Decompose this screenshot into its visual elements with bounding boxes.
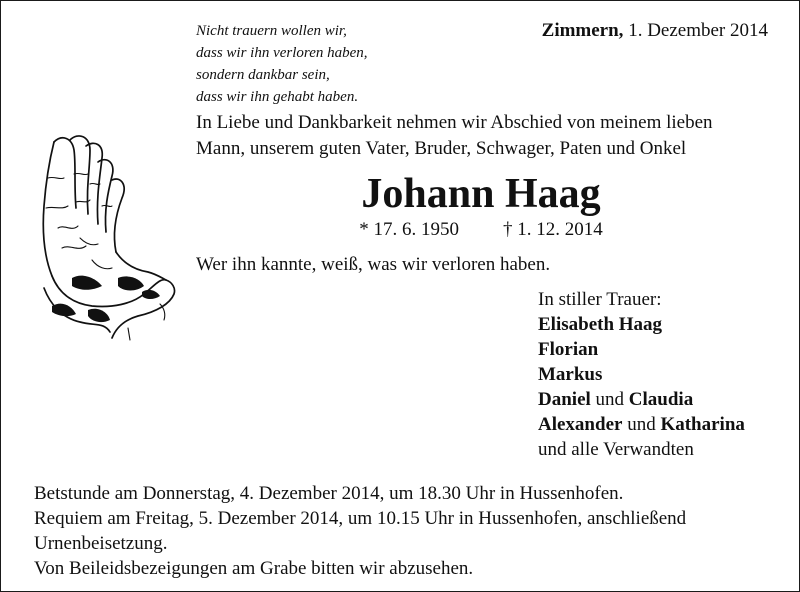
deceased-name: Johann Haag — [361, 171, 601, 217]
death-date: † 1. 12. 2014 — [503, 219, 603, 240]
memorial-quote: Wer ihn kannte, weiß, was wir verloren haben. — [196, 254, 551, 275]
intro-line: Mann, unserem guten Vater, Bruder, Schwager, Paten und Onkel — [196, 138, 687, 159]
birth-date: * 17. 6. 1950 — [359, 219, 459, 240]
mourner-couple — [538, 412, 745, 437]
mourner-name: Markus — [538, 364, 603, 385]
relatives-line: und alle Verwandten — [538, 439, 694, 460]
conjunction: und — [627, 414, 656, 435]
life-dates — [196, 219, 766, 241]
service-line: Requiem am Freitag, 5. Dezember 2014, um 10.15 Uhr in Hussenhofen, anschließend — [34, 508, 687, 529]
service-line: Betstunde am Donnerstag, 4. Dezember 2014, um 18.30 Uhr in Hussenhofen. — [34, 483, 624, 504]
service-line: Urnenbeisetzung. — [34, 533, 168, 554]
poem-line: sondern dankbar sein, — [196, 67, 330, 83]
intro-text — [196, 110, 713, 162]
poem-line: dass wir ihn verloren haben, — [196, 45, 368, 61]
praying-hands-icon — [32, 128, 180, 346]
mourner-name: Daniel — [538, 389, 591, 410]
intro-line: In Liebe und Dankbarkeit nehmen wir Abschied von meinem lieben — [196, 112, 713, 133]
mourners-heading: In stiller Trauer: — [538, 289, 662, 310]
mourner-couple — [538, 387, 745, 412]
place-date — [542, 20, 768, 42]
date: 1. Dezember 2014 — [628, 20, 768, 41]
service-info — [34, 481, 686, 581]
poem — [196, 20, 368, 108]
mourner-name: Elisabeth Haag — [538, 314, 663, 335]
mourners-list — [538, 287, 745, 462]
place: Zimmern, — [541, 20, 624, 41]
poem-line: dass wir ihn gehabt haben. — [196, 89, 359, 105]
poem-line: Nicht trauern wollen wir, — [196, 23, 347, 39]
mourner-name: Florian — [538, 339, 599, 360]
mourner-name: Claudia — [628, 389, 694, 410]
mourner-name: Alexander — [538, 414, 623, 435]
mourner-name: Katharina — [660, 414, 745, 435]
service-line: Von Beileidsbezeigungen am Grabe bitten wir abzusehen. — [34, 558, 474, 579]
conjunction: und — [595, 389, 625, 410]
